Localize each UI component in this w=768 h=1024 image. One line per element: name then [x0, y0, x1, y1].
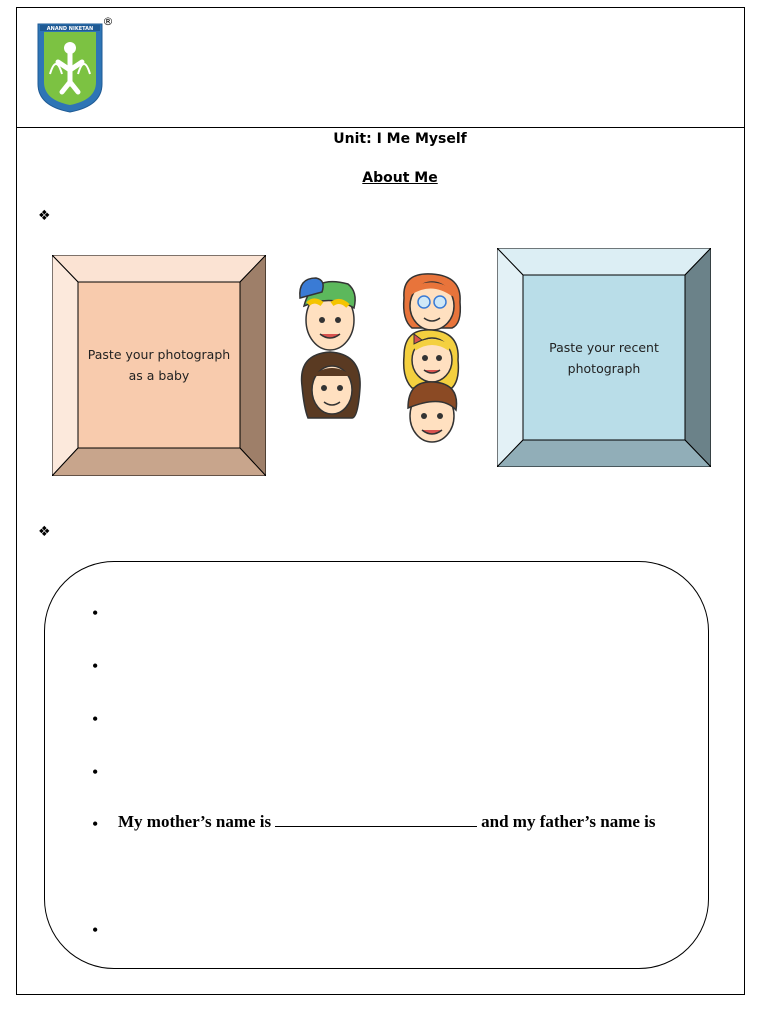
- father-name-text: and my father’s name is: [481, 812, 656, 831]
- recent-photo-label: Paste your recent photograph: [549, 339, 659, 376]
- bullet-3: •: [92, 709, 99, 729]
- bullet-2: •: [92, 656, 99, 676]
- bullet-1: •: [92, 603, 99, 623]
- mother-name-text: My mother’s name is: [118, 812, 272, 831]
- logo-lettering: ANAND NIKETAN: [46, 26, 94, 32]
- bullet-6: •: [92, 920, 99, 940]
- baby-photo-frame[interactable]: [52, 255, 266, 476]
- section-title: About Me: [362, 170, 438, 186]
- baby-photo-label: Paste your photograph as a baby: [87, 347, 231, 383]
- bullet-4: •: [92, 762, 99, 782]
- school-logo: [36, 14, 116, 114]
- kids-faces-illustration: [292, 268, 472, 448]
- registered-mark: ®: [102, 15, 114, 28]
- parents-names-line: [118, 812, 656, 832]
- recent-photo-frame[interactable]: [497, 248, 711, 467]
- about-me-box: [44, 561, 709, 969]
- unit-title: Unit: I Me Myself: [333, 131, 467, 147]
- section-marker-1: ❖: [38, 208, 51, 224]
- bullet-5: •: [92, 814, 99, 834]
- section-marker-2: ❖: [38, 524, 51, 540]
- mother-name-blank[interactable]: [275, 812, 477, 827]
- header-divider: [16, 127, 745, 128]
